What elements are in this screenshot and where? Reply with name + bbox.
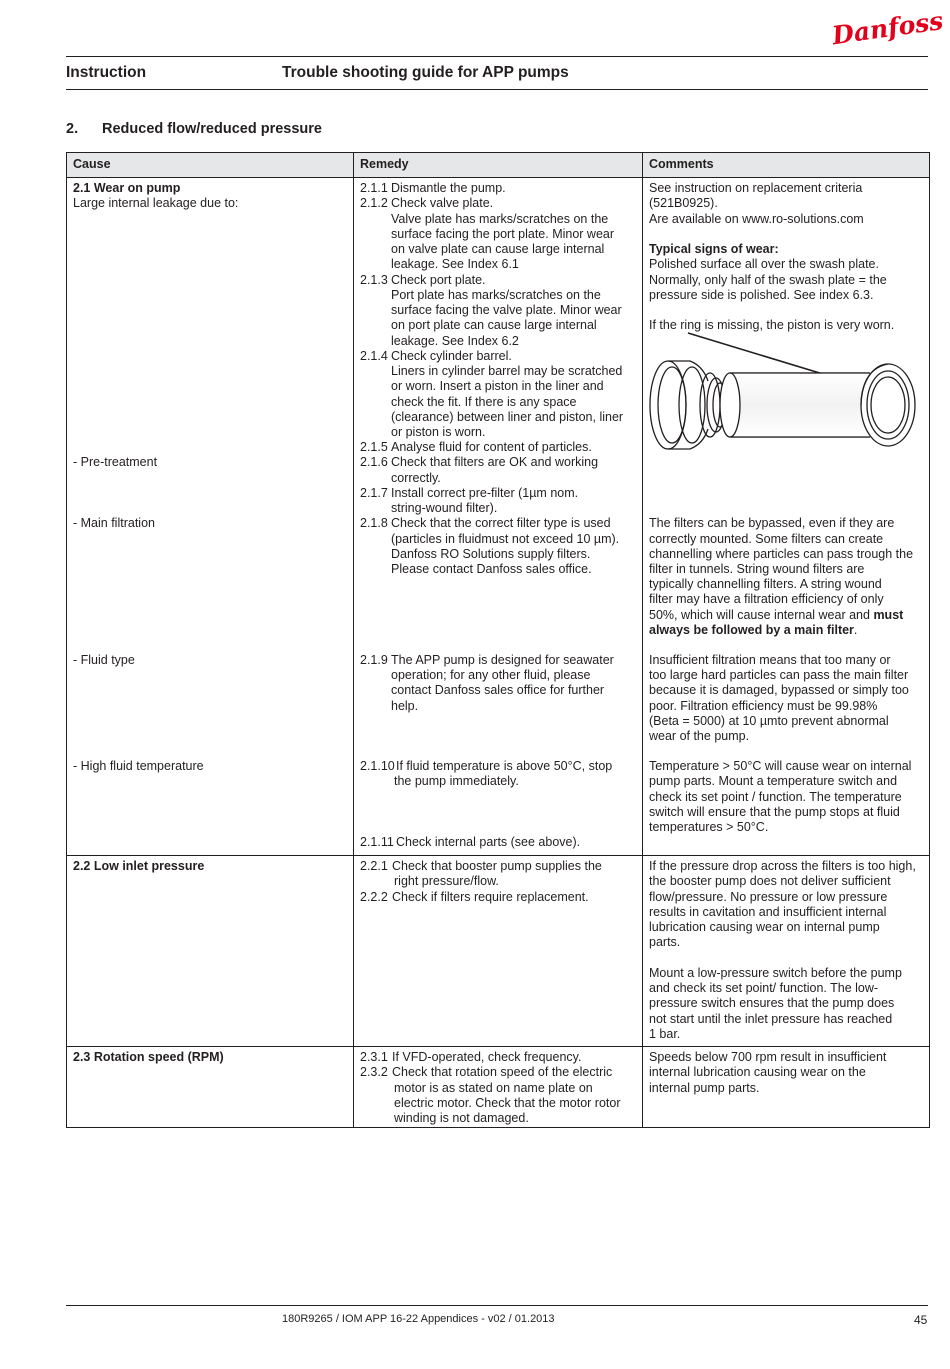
comment-line: If the ring is missing, the piston is very worn. xyxy=(649,318,895,332)
remedy-text: (particles in fluidmust not exceed 10 µm). xyxy=(391,532,620,546)
comment-line: Polished surface all over the swash plate. xyxy=(649,257,879,271)
remedy-cell xyxy=(354,178,643,855)
header-title: Trouble shooting guide for APP pumps xyxy=(282,64,569,81)
remedy-number: 2.1.11 xyxy=(360,835,394,849)
comment-line: and check its set point/ function. The low- xyxy=(649,981,879,995)
remedy-text: Valve plate has marks/scratches on the xyxy=(391,212,609,226)
remedy-text: Check cylinder barrel. xyxy=(391,349,512,363)
remedy-number: 2.2.1 xyxy=(360,859,388,873)
cause-cell xyxy=(67,856,354,1046)
section-number: 2. xyxy=(66,121,79,137)
remedy-text: check the fit. If there is any space xyxy=(391,395,577,409)
remedy-text: Analyse fluid for content of particles. xyxy=(391,440,592,454)
remedy-number: 2.1.8 xyxy=(360,516,388,530)
remedy-text: Port plate has marks/scratches on the xyxy=(391,288,601,302)
comments-cell xyxy=(643,178,929,855)
header-rule xyxy=(66,56,928,57)
comment-line: check its set point / function. The temperature xyxy=(649,790,902,804)
comment-line: filter in tunnels. String wound filters are xyxy=(649,562,865,576)
comment-line: 1 bar. xyxy=(649,1027,681,1041)
remedy-text: electric motor. Check that the motor rotor xyxy=(394,1096,621,1110)
comment-line: poor. Filtration efficiency must be 99.98% xyxy=(649,699,878,713)
comment-line: wear of the pump. xyxy=(649,729,750,743)
remedy-text: Check that rotation speed of the electric xyxy=(392,1065,613,1079)
document-reference: 180R9265 / IOM APP 16-22 Appendices - v02 / 01.2013 xyxy=(282,1313,555,1325)
comment-line xyxy=(649,608,903,623)
cause-main-filtration: - Main filtration xyxy=(73,516,155,530)
comment-line: filter may have a filtration efficiency of only xyxy=(649,592,884,606)
remedy-text: Check internal parts (see above). xyxy=(396,835,581,849)
comment-line: If the pressure drop across the filters is too high, xyxy=(649,859,916,873)
comment-line: Temperature > 50°C will cause wear on internal xyxy=(649,759,912,773)
comment-line: parts. xyxy=(649,935,681,949)
comment-line: typically channelling filters. A string wound xyxy=(649,577,882,591)
header-rule-bottom xyxy=(66,89,928,90)
danfoss-logo xyxy=(828,6,945,51)
cause-cell xyxy=(67,178,354,855)
column-header-comments: Comments xyxy=(649,157,714,171)
cause-title: 2.3 Rotation speed (RPM) xyxy=(73,1050,224,1064)
cause-subtitle: Large internal leakage due to: xyxy=(73,196,239,210)
remedy-text: Check if filters require replacement. xyxy=(392,890,589,904)
comment-line: Speeds below 700 rpm result in insufficient xyxy=(649,1050,887,1064)
comment-line: internal lubrication causing wear on the xyxy=(649,1065,866,1079)
comment-line: not start until the inlet pressure has reached xyxy=(649,1012,893,1026)
remedy-text: surface facing the valve plate. Minor wear xyxy=(391,303,622,317)
remedy-number: 2.1.7 xyxy=(360,486,388,500)
comment-line: Mount a low-pressure switch before the pump xyxy=(649,966,902,980)
remedy-text: (clearance) between liner and piston, liner xyxy=(391,410,624,424)
comment-emphasis: always be followed by a main filter xyxy=(649,623,854,637)
header-left: Instruction xyxy=(66,64,147,81)
table-row-rotation-speed xyxy=(67,1047,929,1127)
remedy-text: Check port plate. xyxy=(391,273,486,287)
table-row-wear-on-pump xyxy=(67,178,929,856)
remedy-text: string-wound filter). xyxy=(391,501,498,515)
cause-title: 2.2 Low inlet pressure xyxy=(73,859,205,873)
remedy-number: 2.3.1 xyxy=(360,1050,388,1064)
comment-line: Are available on www.ro-solutions.com xyxy=(649,212,864,226)
remedy-text: or piston is worn. xyxy=(391,425,486,439)
remedy-text: Check valve plate. xyxy=(391,196,494,210)
cause-high-temperature: - High fluid temperature xyxy=(73,759,204,773)
remedy-number: 2.1.9 xyxy=(360,653,388,667)
cause-title: 2.1 Wear on pump xyxy=(73,181,181,195)
comment-subheading: Typical signs of wear: xyxy=(649,242,779,256)
comment-line: The filters can be bypassed, even if they are xyxy=(649,516,895,530)
remedy-text: surface facing the port plate. Minor wear xyxy=(391,227,615,241)
cause-fluid-type: - Fluid type xyxy=(73,653,135,667)
comment-line: pressure side is polished. See index 6.3. xyxy=(649,288,874,302)
comment-line: internal pump parts. xyxy=(649,1081,760,1095)
footer-rule xyxy=(66,1305,928,1306)
remedy-text: Check that booster pump supplies the xyxy=(392,859,602,873)
section-title: Reduced flow/reduced pressure xyxy=(102,121,322,137)
remedy-text: or worn. Insert a piston in the liner and xyxy=(391,379,604,393)
comment-line: pressure switch ensures that the pump does xyxy=(649,996,895,1010)
comment-line: pump parts. Mount a temperature switch and xyxy=(649,774,898,788)
comments-cell xyxy=(643,856,929,1046)
remedy-text: If VFD-operated, check frequency. xyxy=(392,1050,582,1064)
remedy-text: If fluid temperature is above 50°C, stop xyxy=(396,759,613,773)
remedy-number: 2.1.10 xyxy=(360,759,395,773)
column-header-remedy: Remedy xyxy=(354,153,643,177)
comment-line: the booster pump does not deliver sufficient xyxy=(649,874,891,888)
remedy-text: operation; for any other fluid, please xyxy=(391,668,591,682)
worn-piston-illustration xyxy=(648,333,926,458)
remedy-text: The APP pump is designed for seawater xyxy=(391,653,614,667)
comment-line: channelling where particles can pass trough the xyxy=(649,547,914,561)
remedy-text: Liners in cylinder barrel may be scratched xyxy=(391,364,623,378)
remedy-text: leakage. See Index 6.1 xyxy=(391,257,519,271)
remedy-text: right pressure/flow. xyxy=(394,874,499,888)
comment-text: 50%, which will cause internal wear and xyxy=(649,608,870,622)
remedy-text: Dismantle the pump. xyxy=(391,181,506,195)
comment-line: Normally, only half of the swash plate = the xyxy=(649,273,887,287)
comment-line: results in cavitation and insufficient internal xyxy=(649,905,887,919)
remedy-number: 2.1.3 xyxy=(360,273,388,287)
remedy-number: 2.1.2 xyxy=(360,196,388,210)
table-row-low-inlet-pressure xyxy=(67,856,929,1047)
page-number: 45 xyxy=(914,1313,928,1327)
comment-line: switch will ensure that the pump stops at fluid xyxy=(649,805,900,819)
remedy-text: motor is as stated on name plate on xyxy=(394,1081,593,1095)
remedy-text: on valve plate can cause large internal xyxy=(391,242,605,256)
remedy-text: Danfoss RO Solutions supply filters. xyxy=(391,547,591,561)
remedy-text: contact Danfoss sales office for further xyxy=(391,683,605,697)
comment-line: (Beta = 5000) at 10 µmto prevent abnormal xyxy=(649,714,889,728)
remedy-cell xyxy=(354,856,643,1046)
troubleshooting-table xyxy=(66,152,930,1128)
comment-line: Insufficient filtration means that too many or xyxy=(649,653,891,667)
comment-line: See instruction on replacement criteria xyxy=(649,181,863,195)
remedy-number: 2.1.5 xyxy=(360,440,388,454)
comment-line: temperatures > 50°C. xyxy=(649,820,769,834)
comment-emphasis: must xyxy=(873,608,904,622)
comment-line: lubrication causing wear on internal pump xyxy=(649,920,880,934)
comment-line: because it is damaged, bypassed or simply too xyxy=(649,683,909,697)
remedy-text: Check that filters are OK and working xyxy=(391,455,599,469)
remedy-number: 2.3.2 xyxy=(360,1065,388,1079)
remedy-text: the pump immediately. xyxy=(394,774,519,788)
remedy-text: Install correct pre-filter (1µm nom. xyxy=(391,486,579,500)
remedy-text: Please contact Danfoss sales office. xyxy=(391,562,592,576)
remedy-number: 2.1.1 xyxy=(360,181,388,195)
remedy-cell xyxy=(354,1047,643,1127)
remedy-number: 2.1.6 xyxy=(360,455,388,469)
remedy-number: 2.2.2 xyxy=(360,890,388,904)
comment-line xyxy=(649,623,857,638)
remedy-text: help. xyxy=(391,699,419,713)
remedy-text: Check that the correct filter type is used xyxy=(391,516,611,530)
remedy-text: leakage. See Index 6.2 xyxy=(391,334,519,348)
remedy-number: 2.1.4 xyxy=(360,349,388,363)
svg-text:Danfoss: Danfoss xyxy=(830,6,945,51)
column-header-cause: Cause xyxy=(67,153,354,177)
comment-line: correctly mounted. Some filters can create xyxy=(649,532,884,546)
comments-cell xyxy=(643,1047,929,1127)
comment-line: (521B0925). xyxy=(649,196,718,210)
table-header xyxy=(67,153,929,178)
cause-cell xyxy=(67,1047,354,1127)
remedy-text: correctly. xyxy=(391,471,441,485)
cause-pretreatment: - Pre-treatment xyxy=(73,455,158,469)
comment-text: . xyxy=(853,623,858,637)
remedy-text: winding is not damaged. xyxy=(394,1111,529,1125)
comment-line: too large hard particles can pass the main filter xyxy=(649,668,909,682)
comment-line: flow/pressure. No pressure or low pressure xyxy=(649,890,888,904)
remedy-text: on port plate can cause large internal xyxy=(391,318,597,332)
